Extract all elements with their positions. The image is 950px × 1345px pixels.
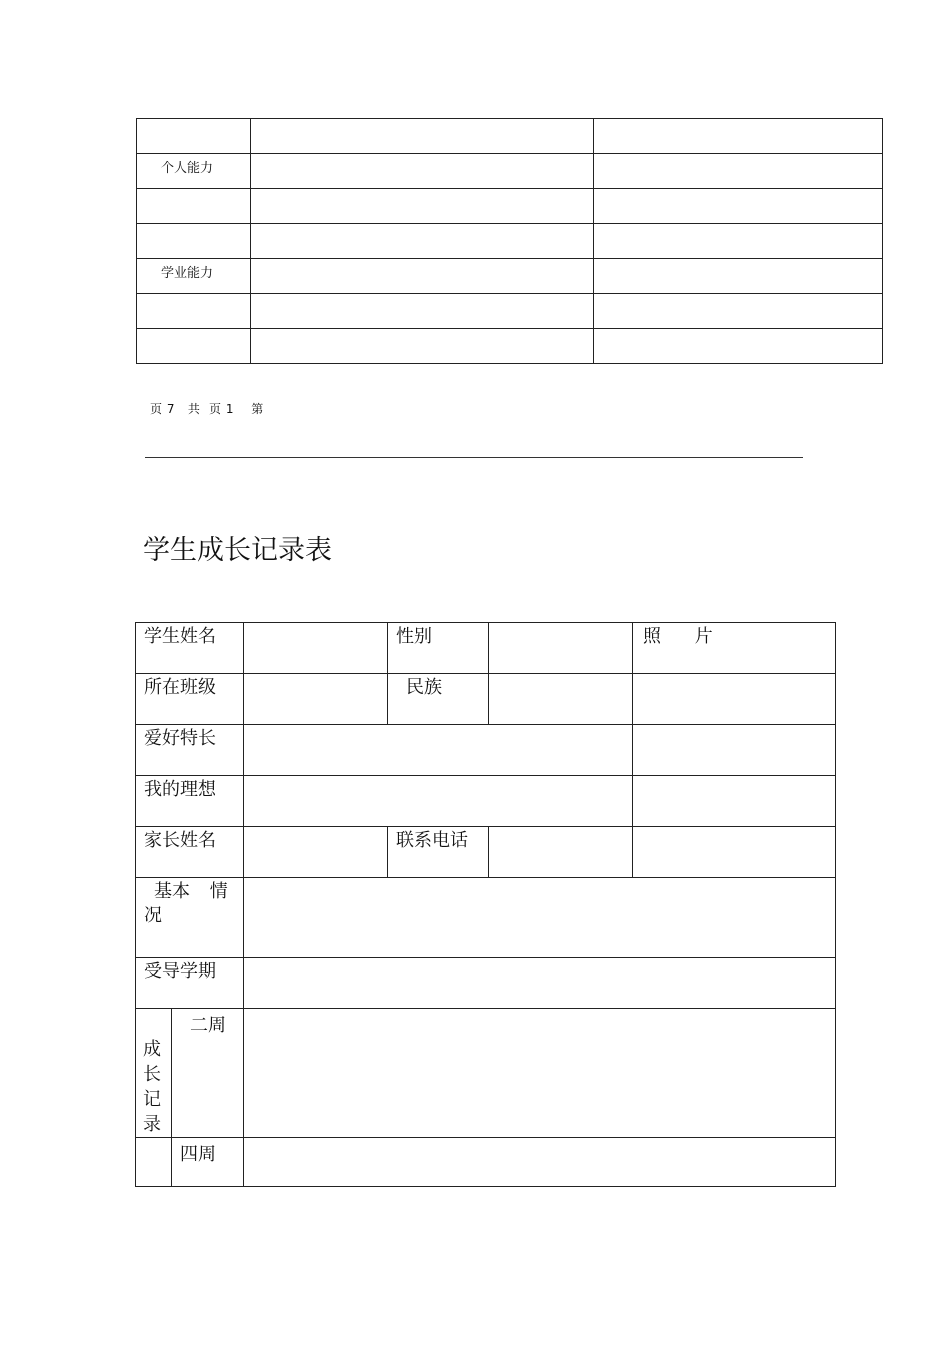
row-label	[137, 232, 161, 235]
week4-label: 四周	[180, 1144, 216, 1165]
content-cell[interactable]	[594, 294, 883, 329]
week4-record-field[interactable]	[244, 1138, 836, 1187]
week2-record-field[interactable]	[244, 1009, 836, 1138]
table-row	[137, 224, 883, 259]
table-row	[137, 119, 883, 154]
row-label	[137, 337, 161, 340]
growth-record-spacer	[136, 1138, 172, 1187]
content-cell[interactable]	[594, 119, 883, 154]
week4-label-cell	[172, 1138, 244, 1187]
photo-label: 照 片	[643, 626, 713, 647]
photo-area[interactable]	[633, 674, 836, 725]
row-label	[137, 197, 161, 200]
table-row	[136, 776, 836, 827]
row-label	[137, 127, 161, 130]
phone-label: 联系电话	[396, 830, 468, 851]
table-row	[137, 259, 883, 294]
parent-name-label-cell	[136, 827, 244, 878]
phone-label-cell	[388, 827, 489, 878]
student-name-label-cell	[136, 623, 244, 674]
photo-cell[interactable]	[633, 623, 836, 674]
basic-info-label: 基本 情况	[144, 881, 228, 926]
table-row	[136, 878, 836, 958]
table-row	[136, 827, 836, 878]
row-label-cell	[137, 294, 251, 329]
guided-term-field[interactable]	[244, 958, 836, 1009]
table-row	[137, 154, 883, 189]
parent-name-label: 家长姓名	[144, 830, 216, 851]
class-label-cell	[136, 674, 244, 725]
parent-name-field[interactable]	[244, 827, 388, 878]
ideal-label-cell	[136, 776, 244, 827]
guided-term-label: 受导学期	[144, 961, 216, 982]
row-label: 学业能力	[161, 266, 214, 281]
growth-record-label-cell	[136, 1009, 172, 1138]
content-cell[interactable]	[251, 119, 594, 154]
row-label-cell	[137, 119, 251, 154]
ideal-label: 我的理想	[144, 779, 216, 800]
gender-label-cell	[388, 623, 489, 674]
content-cell[interactable]	[594, 154, 883, 189]
ideal-field[interactable]	[244, 776, 633, 827]
ethnicity-label-cell	[388, 674, 489, 725]
table-row	[137, 294, 883, 329]
hobbies-label-cell	[136, 725, 244, 776]
class-field[interactable]	[244, 674, 388, 725]
page-divider	[145, 457, 803, 458]
student-name-label: 学生姓名	[144, 626, 216, 647]
class-label: 所在班级	[144, 677, 216, 698]
table-row	[136, 725, 836, 776]
photo-area[interactable]	[633, 776, 836, 827]
content-cell[interactable]	[594, 224, 883, 259]
phone-field[interactable]	[489, 827, 633, 878]
basic-info-label-cell	[136, 878, 244, 958]
row-label-cell	[137, 154, 251, 189]
growth-record-label: 成长记录	[143, 1039, 161, 1135]
row-label-cell	[137, 189, 251, 224]
guided-term-label-cell	[136, 958, 244, 1009]
content-cell[interactable]	[251, 329, 594, 364]
photo-area[interactable]	[633, 827, 836, 878]
table-row	[136, 1138, 836, 1187]
week2-label: 二周	[190, 1015, 226, 1036]
photo-area[interactable]	[633, 725, 836, 776]
hobbies-label: 爱好特长	[144, 728, 216, 749]
table-row	[136, 623, 836, 674]
row-label-cell	[137, 259, 251, 294]
hobbies-field[interactable]	[244, 725, 633, 776]
content-cell[interactable]	[594, 259, 883, 294]
content-cell[interactable]	[251, 189, 594, 224]
content-cell[interactable]	[594, 329, 883, 364]
page-title: 学生成长记录表	[143, 535, 332, 566]
content-cell[interactable]	[251, 154, 594, 189]
table-row	[136, 958, 836, 1009]
row-label-cell	[137, 329, 251, 364]
basic-info-field[interactable]	[244, 878, 836, 958]
ability-table	[136, 118, 883, 364]
ethnicity-field[interactable]	[489, 674, 633, 725]
content-cell[interactable]	[594, 189, 883, 224]
table-row	[137, 189, 883, 224]
gender-field[interactable]	[489, 623, 633, 674]
content-cell[interactable]	[251, 294, 594, 329]
row-label: 个人能力	[161, 161, 214, 176]
content-cell[interactable]	[251, 259, 594, 294]
student-name-field[interactable]	[244, 623, 388, 674]
gender-label: 性别	[396, 626, 432, 647]
student-record-form	[135, 622, 836, 1187]
week2-label-cell	[172, 1009, 244, 1138]
row-label	[137, 302, 161, 305]
page-footer: 页 7 共 页 1 第	[150, 402, 264, 416]
content-cell[interactable]	[251, 224, 594, 259]
ethnicity-label: 民族	[406, 677, 442, 698]
row-label-cell	[137, 224, 251, 259]
table-row	[137, 329, 883, 364]
table-row	[136, 1009, 836, 1138]
table-row	[136, 674, 836, 725]
